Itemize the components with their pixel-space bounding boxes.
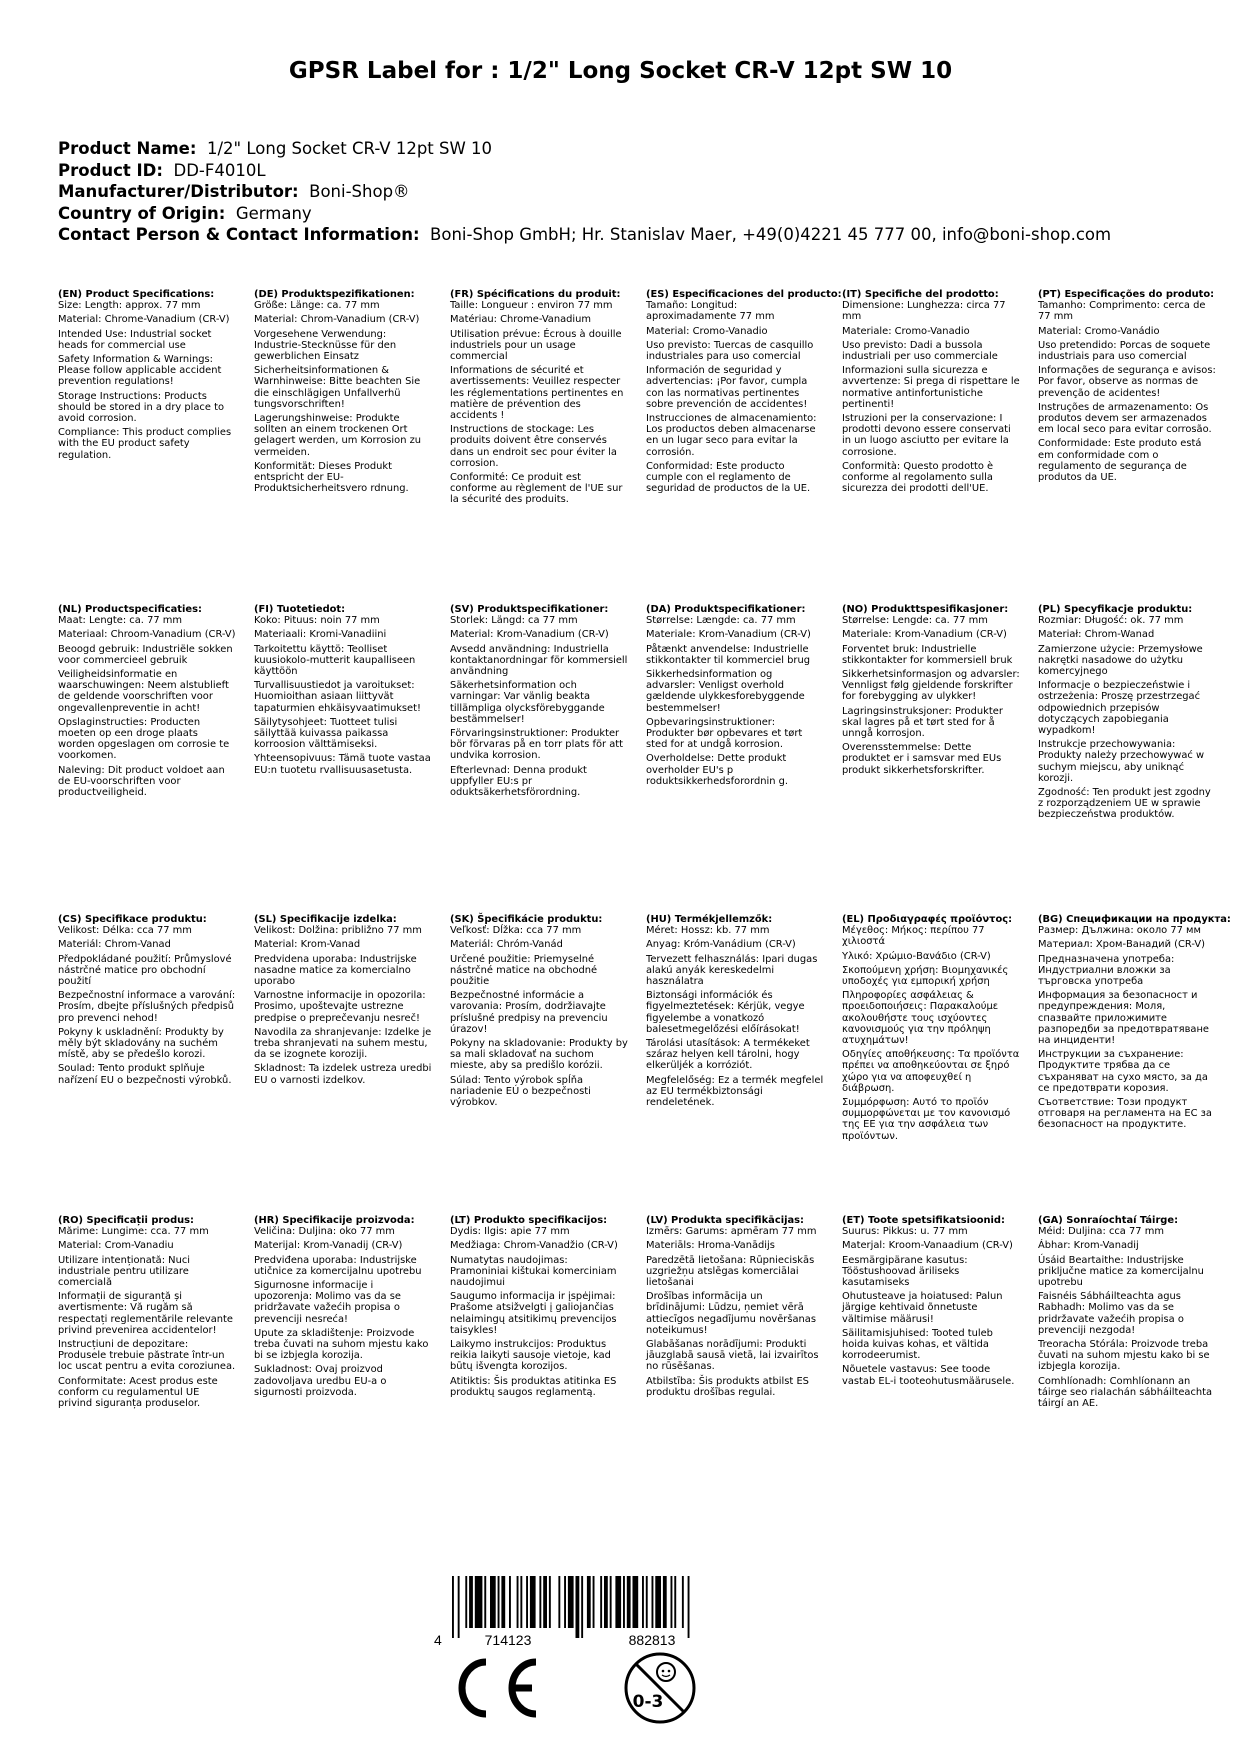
spec-line: Größe: Länge: ca. 77 mm (254, 300, 380, 312)
spec-line: Suurus: Pikkus: u. 77 mm (842, 1226, 968, 1238)
spec-heading: (ET) Toote spetsifikatsioonid: (842, 1215, 1005, 1226)
spec-line: Påtænkt anvendelse: Industrielle stikkontakter til kommerciel brug (646, 643, 810, 666)
product-name-label: Product Name: (58, 139, 197, 158)
spec-block (254, 914, 432, 1089)
barcode-bar (564, 1576, 566, 1628)
spec-heading: (HU) Termékjellemzők: (646, 914, 773, 925)
contact-label: Contact Person & Contact Information: (58, 225, 420, 244)
barcode-bar (458, 1576, 460, 1638)
spec-line: Säkerhetsinformation och varningar: Var vänlig beakta tillämpliga olycksförebyggande bestämmelser! (450, 680, 605, 725)
spec-line: Skladnost: Ta izdelek ustreza uredbi EU o varnosti izdelkov. (254, 1063, 432, 1086)
spec-line: Informations de sécurité et avertissements: Veuillez respecter les réglementations pertinentes en matière de prévention des accidents ! (450, 365, 624, 422)
spec-line: Materiale: Cromo-Vanadio (842, 325, 970, 337)
barcode-bar (526, 1576, 528, 1628)
spec-line: Conformità: Questo prodotto è conforme al regolamento sulla sicurezza dei prodotti dell'UE. (842, 460, 994, 495)
spec-line: Sikkerhedsinformation og advarsler: Venligst overhold gældende ulykkesforebyggende bestemmelser! (646, 669, 805, 714)
spec-line: Biztonsági információk és figyelmeztetések: Kérjük, vegye figyelembe a vonatkozó balesetmegelőzési előírásokat! (646, 990, 805, 1035)
spec-line: Informacje o bezpieczeństwie i ostrzeżenia: Proszę przestrzegać odpowiednich przepisów dotyczących zapobiegania wypadkom! (1038, 680, 1201, 737)
spec-line: Maat: Lengte: ca. 77 mm (58, 615, 183, 627)
product-id: DD-F4010L (173, 160, 266, 180)
spec-line: Navodila za shranjevanje: Izdelke je treba shranjevati na suhem mestu, da se izognete koroziji. (254, 1026, 432, 1061)
spec-line: Material: Chrom-Vanadium (CR-V) (254, 314, 420, 326)
barcode-bar (627, 1576, 631, 1628)
age-0-3-warning-icon (626, 1654, 694, 1722)
spec-line: Eesmärgipärane kasutus: Tööstushoovad äriliseks kasutamiseks (842, 1254, 968, 1289)
spec-heading: (BG) Спецификации на продукта: (1038, 914, 1231, 925)
spec-line: Sikkerhetsinformasjon og advarsler: Vennligst følg gjeldende forskrifter for forebygging av ulykker! (842, 669, 1020, 703)
spec-line: Πληροφορίες ασφάλειας & προειδοποιήσεις: Παρακαλούμε ακολουθήστε τους ισχύοντες κανονισμούς για την πρόληψη ατυχημάτων! (842, 990, 999, 1047)
spec-line: Ábhar: Krom-Vanadij (1038, 1240, 1139, 1252)
spec-line: Predvidena uporaba: Industrijske nasadne matice za komercialno uporabo (254, 953, 417, 988)
spec-line: Safety Information & Warnings: Please follow applicable accident prevention regulations! (58, 354, 222, 388)
spec-line: Izmērs: Garums: apmēram 77 mm (646, 1226, 817, 1238)
spec-heading: (DA) Produktspecifikationer: (646, 604, 806, 615)
spec-block (450, 289, 628, 509)
spec-line: Tárolási utasítások: A termékeket száraz helyen kell tárolni, hogy elkerüljék a korróziót. (646, 1038, 810, 1072)
barcode-first-digit: 4 (434, 1632, 442, 1648)
spec-block (450, 604, 628, 801)
spec-line: Atitiktis: Šis produktas atitinka ES produktų saugos reglamentą. (450, 1375, 617, 1398)
spec-heading: (FI) Tuotetiedot: (254, 604, 346, 615)
barcode-bar (558, 1576, 560, 1628)
spec-line: Συμμόρφωση: Αυτό το προϊόν συμμορφώνεται με τον κανονισμό της ΕΕ για την ασφάλεια των προϊόντων. (842, 1097, 1011, 1142)
barcode-bar (623, 1576, 625, 1628)
barcode-bar (549, 1576, 551, 1628)
spec-line: Nõuetele vastavus: See toode vastab EL-i tooteohutusmäärusele. (842, 1364, 1015, 1387)
spec-line: Anyag: Króm-Vanádium (CR-V) (646, 939, 796, 951)
spec-line: Předpokládané použití: Průmyslové nástrčné matice pro obchodní použití (58, 953, 232, 988)
spec-block (1038, 1215, 1216, 1412)
spec-block (450, 914, 628, 1111)
barcode-bar (652, 1576, 654, 1628)
spec-line: Intended Use: Industrial socket heads for commercial use (58, 328, 212, 351)
spec-line: Efterlevnad: Denna produkt uppfyller EU:s pr oduktsäkerhetsförordning. (450, 764, 587, 799)
spec-line: Utilisation prévue: Écrous à douille industriels pour un usage commercial (450, 328, 622, 363)
spec-line: Materijal: Krom-Vanadij (CR-V) (254, 1240, 403, 1252)
spec-line: Saugumo informacija ir įspėjimai: Prašome atsižvelgti į galiojančias nelaimingų atsitikimų prevencijos taisykles! (450, 1291, 617, 1336)
spec-line: Materjal: Kroom-Vanaadium (CR-V) (842, 1240, 1013, 1252)
spec-line: Υλικό: Χρώμιο-Βανάδιο (CR-V) (842, 950, 991, 962)
spec-line: Dimensione: Lunghezza: circa 77 mm (842, 300, 1006, 323)
spec-line: Yhteensopivuus: Tämä tuote vastaa EU:n tuotetu rvallisuusasetusta. (254, 753, 431, 776)
spec-line: Μέγεθος: Μήκος: περίπου 77 χιλιοστά (842, 925, 985, 948)
barcode-bar (543, 1576, 547, 1628)
certification-icons (448, 1650, 708, 1730)
spec-heading: (LV) Produkta specifikācijas: (646, 1215, 804, 1226)
spec-block (58, 289, 236, 464)
manufacturer-label: Manufacturer/Distributor: (58, 182, 299, 201)
spec-line: Dydis: Ilgis: apie 77 mm (450, 1226, 570, 1238)
spec-line: Pokyny na skladovanie: Produkty by sa mali skladovať na suchom mieste, aby sa predišlo korózii. (450, 1038, 628, 1072)
spec-line: Faisnéis Sábháilteachta agus Rabhadh: Molimo vas da se pridržavate važećih propisa o prevenciji nezgoda! (1038, 1291, 1184, 1336)
spec-line: Materiál: Chrom-Vanad (58, 939, 171, 951)
spec-line: Conformité: Ce produit est conforme au règlement de l'UE sur la sécurité des produits. (450, 472, 623, 506)
spec-line: Størrelse: Længde: ca. 77 mm (646, 615, 796, 627)
spec-line: Overensstemmelse: Dette produktet er i samsvar med EUs produkt sikkerhetsforskrifter. (842, 742, 1002, 776)
spec-block (254, 604, 432, 779)
spec-block (646, 604, 824, 790)
spec-line: Tervezett felhasználás: Ipari dugas alakú anyák kereskedelmi használatra (646, 953, 818, 988)
barcode-bar (568, 1576, 574, 1628)
spec-line: Naleving: Dit product voldoet aan de EU-voorschriften voor productveiligheid. (58, 764, 225, 799)
spec-line: Størrelse: Lengde: ca. 77 mm (842, 615, 988, 627)
barcode-bar (539, 1576, 541, 1628)
origin-row (58, 203, 1111, 225)
spec-line: Bezpečnostní informace a varování: Prosím, dbejte příslušných předpisů pro prevenci nehod! (58, 990, 236, 1024)
spec-line: Instruções de armazenamento: Os produtos devem ser armazenados em local seco para evitar corrosão. (1038, 401, 1212, 436)
spec-line: Opbevaringsinstruktioner: Produkter bør opbevares et tørt sted for at undgå korrosion. (646, 716, 803, 751)
spec-line: Materiale: Krom-Vanadium (CR-V) (842, 629, 1007, 641)
spec-line: Size: Length: approx. 77 mm (58, 300, 201, 312)
barcode-bar (633, 1576, 639, 1628)
barcode-bar (465, 1576, 467, 1628)
spec-line: Drošības informācija un brīdinājumi: Lūdzu, ņemiet vērā attiecīgos negadījumu novēršanas noteikumus! (646, 1291, 816, 1336)
contact: Boni-Shop GmbH; Hr. Stanislav Maer, +49(0)4221 45 777 00, info@boni-shop.com (430, 225, 1112, 244)
spec-line: Súlad: Tento výrobok spĺňa nariadenie EÚ o bezpečnosti výrobkov. (450, 1074, 591, 1109)
spec-block (842, 914, 1020, 1145)
spec-block (646, 289, 842, 497)
spec-line: Soulad: Tento produkt splňuje nařízení EU o bezpečnosti výrobků. (58, 1063, 232, 1086)
manufacturer-row (58, 181, 1111, 203)
spec-line: Rozmiar: Długość: ok. 77 mm (1038, 615, 1184, 627)
spec-line: Forventet bruk: Industrielle stikkontakter for kommersiell bruk (842, 643, 1013, 666)
spec-heading: (NL) Productspecificaties: (58, 604, 202, 615)
spec-line: Material: Chrome-Vanadium (CR-V) (58, 314, 230, 326)
spec-line: Sicherheitsinformationen & Warnhinweise: Bitte beachten Sie die einschlägigen Unfallverhü tungsvorschriften! (254, 365, 421, 410)
spec-line: Turvallisuustiedot ja varoitukset: Huomioithan asiaan liittyvät tapaturmien ehkäisyvaatimukset! (254, 680, 421, 714)
spec-heading: (IT) Specifiche del prodotto: (842, 289, 999, 300)
spec-line: Materiaali: Kromi-Vanadiini (254, 629, 387, 641)
spec-line: Atbilstība: Šis produkts atbilst ES produktu drošības regulai. (646, 1375, 809, 1398)
spec-line: Pokyny k uskladnění: Produkty by měly být skladovány na suchém místě, aby se předešlo korozi. (58, 1026, 224, 1061)
spec-line: Conformidade: Este produto está em conformidade com o regulamento de segurança de produtos da UE. (1038, 438, 1202, 484)
spec-line: Materiale: Krom-Vanadium (CR-V) (646, 629, 811, 641)
spec-line: Lagringsinstruksjoner: Produkter skal lagres på et tørt sted for å unngå korrosjon. (842, 705, 1003, 740)
spec-line: Velikost: Dolžina: približno 77 mm (254, 925, 422, 937)
spec-heading: (EN) Product Specifications: (58, 289, 215, 300)
spec-line: Predviđena uporaba: Industrijske utičnice za komercijalnu upotrebu (254, 1254, 422, 1277)
spec-heading: (RO) Specificații produs: (58, 1215, 194, 1226)
barcode-bar (509, 1576, 511, 1628)
spec-line: Koko: Pituus: noin 77 mm (254, 615, 380, 627)
barcode-bar (682, 1576, 684, 1628)
product-id-label: Product ID: (58, 160, 163, 180)
product-info (58, 138, 1111, 246)
barcode-bar (475, 1576, 483, 1628)
spec-line: Materiál: Chróm-Vanád (450, 939, 563, 951)
spec-line: Tarkoitettu käyttö: Teolliset kuusiokolo-mutterit kaupalliseen käyttöön (254, 643, 416, 678)
barcode-bar (610, 1576, 612, 1628)
spec-line: Numatytas naudojimas: Pramoniniai kištukai komerciniam naudojimui (450, 1254, 617, 1289)
spec-line: Zgodność: Ten produkt jest zgodny z rozporządzeniem UE w sprawie bezpieczeństwa produktów. (1038, 787, 1211, 821)
spec-heading: (LT) Produkto specifikacijos: (450, 1215, 608, 1226)
spec-line: Istruzioni per la conservazione: I prodotti devono essere conservati in un luogo asciutto per evitare la corrosione. (842, 413, 1011, 458)
spec-block (254, 1215, 432, 1401)
spec-line: Размер: Дължина: около 77 мм (1038, 925, 1201, 937)
spec-line: Instrukcje przechowywania: Produkty należy przechowywać w suchym miejscu, aby uniknąć korozji. (1038, 739, 1205, 784)
barcode-bar (517, 1576, 519, 1628)
spec-line: Konformität: Dieses Produkt entspricht der EU-Produktsicherheitsvero rdnung. (254, 460, 409, 495)
spec-line: Material: Cromo-Vanadio (646, 325, 768, 337)
spec-block (450, 1215, 628, 1401)
manufacturer: Boni-Shop® (309, 182, 410, 201)
spec-line: Glabāšanas norādījumi: Produkti jāuzglabā sausā vietā, lai izvairītos no rūsēšanas. (646, 1339, 819, 1373)
spec-line: Zamierzone użycie: Przemysłowe nakrętki nasadowe do użytku komercyjnego (1038, 643, 1203, 678)
barcode-group-1: 714123 (484, 1632, 532, 1648)
spec-line: Megfelelőség: Ez a termék megfelel az EU termékbiztonsági rendeletének. (646, 1074, 824, 1109)
spec-line: Beoogd gebruik: Industriële sokken voor commercieel gebruik (58, 643, 233, 666)
spec-line: Sigurnosne informacije i upozorenja: Molimo vas da se pridržavate važećih propisa o prevenciji nesreća! (254, 1280, 401, 1325)
spec-block (842, 604, 1020, 779)
barcode-bar (501, 1576, 505, 1628)
spec-line: Material: Crom-Vanadiu (58, 1240, 174, 1252)
barcode-bar (600, 1576, 602, 1628)
spec-line: Vorgesehene Verwendung: Industrie-Stecknüsse für den gewerblichen Einsatz (254, 328, 397, 363)
spec-line: Informações de segurança e avisos: Por favor, observe as normas de prevenção de acidentes! (1038, 365, 1216, 399)
spec-heading: (PL) Specyfikacje produktu: (1038, 604, 1193, 615)
spec-block (842, 289, 1020, 497)
spec-line: Uso previsto: Dadi a bussola industriali per uso commerciale (842, 339, 998, 363)
spec-line: Lagerungshinweise: Produkte sollten an einem trockenen Ort gelagert werden, um Korrosion zu vermeiden. (254, 413, 422, 458)
spec-line: Storage Instructions: Products should be stored in a dry place to avoid corrosion. (58, 390, 224, 425)
spec-line: Material: Krom-Vanadium (CR-V) (450, 629, 609, 641)
spec-line: Material: Krom-Vanad (254, 939, 361, 951)
spec-line: Varnostne informacije in opozorila: Prosimo, upoštevajte ustrezne predpise o preprečevanju nesreč! (254, 990, 426, 1024)
spec-line: Förvaringsinstruktioner: Produkter bör förvaras på en torr plats för att undvika korrosion. (450, 728, 624, 762)
spec-line: Sukladnost: Ovaj proizvod zadovoljava uredbu EU-a o sigurnosti proizvoda. (254, 1364, 387, 1398)
spec-line: Инструкции за съхранение: Продуктите трябва да се съхраняват на сухо място, за да се предотврати корозия. (1038, 1049, 1208, 1094)
barcode-bar (530, 1576, 536, 1628)
spec-line: Instrucciones de almacenamiento: Los productos deben almacenarse en un lugar seco para evitar la corrosión. (646, 413, 817, 458)
spec-heading: (PT) Especificações do produto: (1038, 289, 1215, 300)
age-label: 0-3 (632, 1692, 664, 1712)
barcode-bar (671, 1576, 673, 1628)
barcode-bar (490, 1576, 496, 1628)
spec-heading: (EL) Προδιαγραφές προϊόντος: (842, 914, 1013, 925)
contact-row (58, 224, 1111, 246)
spec-line: Compliance: This product complies with the EU product safety regulation. (58, 427, 232, 461)
spec-block (646, 1215, 824, 1401)
spec-line: Materiāls: Hroma-Vanādijs (646, 1240, 775, 1252)
spec-block (1038, 604, 1216, 824)
spec-line: Σκοπούμενη χρήση: Βιομηχανικές υποδοχές για εμπορική χρήση (842, 964, 1009, 988)
spec-line: Informații de siguranță și avertismente: Vă rugăm să respectați reglementările relevante privind prevenirea accidentelor! (58, 1291, 233, 1336)
spec-line: Conformidad: Este producto cumple con el reglamento de seguridad de productos de la UE. (646, 460, 811, 495)
spec-line: Съответствие: Този продукт отговаря на регламента на ЕС за безопасност на продуктите. (1038, 1097, 1212, 1131)
spec-line: Méret: Hossz: kb. 77 mm (646, 925, 770, 937)
spec-line: Информация за безопасност и предупреждения: Моля, спазвайте приложимите разпоредби за предотвратяване на инциденти! (1038, 990, 1209, 1047)
spec-line: Veličina: Duljina: oko 77 mm (254, 1226, 395, 1238)
barcode-bar (593, 1576, 595, 1628)
spec-line: Säilytysohjeet: Tuotteet tulisi säilyttää kuivassa paikassa korroosion välttämiseksi. (254, 716, 398, 751)
spec-heading: (GA) Sonraíochtaí Táirge: (1038, 1215, 1179, 1226)
spec-line: Paredzētā lietošana: Rūpnieciskās uzgriežņu atslēgas komerciālai lietošanai (646, 1254, 815, 1289)
spec-line: Uso previsto: Tuercas de casquillo industriales para uso comercial (646, 339, 814, 363)
spec-heading: (FR) Spécifications du produit: (450, 289, 621, 300)
origin-label: Country of Origin: (58, 203, 226, 223)
spec-line: Conformitate: Acest produs este conform cu regulamentul UE privind siguranța produselor. (58, 1375, 218, 1410)
spec-heading: (DE) Produktspezifikationen: (254, 289, 415, 300)
product-name: 1/2" Long Socket CR-V 12pt SW 10 (206, 139, 493, 158)
spec-line: Veľkosť: Dĺžka: cca 77 mm (450, 925, 582, 937)
barcode-group-2: 882813 (628, 1632, 676, 1648)
barcode-bar (581, 1576, 583, 1638)
spec-heading: (HR) Specifikacije proizvoda: (254, 1215, 415, 1226)
spec-block (1038, 289, 1216, 486)
page-title: GPSR Label for : 1/2" Long Socket CR-V 12pt SW 10 (288, 58, 953, 84)
spec-block (58, 1215, 236, 1412)
product-name-row (58, 138, 1111, 160)
spec-line: Comhlíonadh: Comhlíonann an táirge seo rialachán sábháilteachta táirgí an AE. (1038, 1375, 1213, 1410)
product-id-row (58, 160, 1111, 182)
spec-line: Upute za skladištenje: Proizvode treba čuvati na suhom mjestu kako bi se izbjegla korozija. (254, 1327, 429, 1362)
spec-line: Material: Cromo-Vanádio (1038, 325, 1160, 337)
barcode-bar (604, 1576, 608, 1628)
spec-line: Материал: Хром-Ванадий (CR-V) (1038, 939, 1205, 951)
barcode-bar (674, 1576, 676, 1628)
spec-line: Οδηγίες αποθήκευσης: Τα προϊόντα πρέπει να αποθηκεύονται σε ξηρό χώρο για να αποφευχθεί η διάβρωση. (842, 1049, 1020, 1094)
spec-line: Materiał: Chrom-Wanad (1038, 629, 1155, 641)
spec-line: Informazioni sulla sicurezza e avvertenze: Si prega di rispettare le normative antinfortunistiche pertinenti! (842, 365, 1020, 410)
spec-line: Mărime: Lungime: cca. 77 mm (58, 1226, 209, 1238)
spec-line: Medžiaga: Chrom-Vanadžio (CR-V) (450, 1240, 618, 1252)
spec-block (1038, 914, 1231, 1134)
barcode-bar (452, 1576, 454, 1638)
spec-heading: (SK) Špecifikácie produktu: (450, 914, 603, 925)
origin: Germany (235, 203, 312, 223)
spec-line: Tamanho: Comprimento: cerca de 77 mm (1038, 300, 1206, 323)
barcode-bar (688, 1576, 690, 1638)
barcode-bar (469, 1576, 473, 1628)
spec-line: Ohutusteave ja hoiatused: Palun järgige kehtivaid õnnetuste vältimise määrusi! (842, 1291, 1003, 1325)
spec-block (58, 914, 236, 1089)
spec-line: Uso pretendido: Porcas de soquete industriais para uso comercial (1038, 339, 1211, 363)
spec-heading: (NO) Produkttspesifikasjoner: (842, 604, 1009, 615)
spec-line: Materiaal: Chroom-Vanadium (CR-V) (58, 629, 236, 641)
spec-line: Taille: Longueur : environ 77 mm (450, 300, 613, 312)
spec-line: Úsáid Beartaithe: Industrijske priključne matice za komercijalnu upotrebu (1038, 1254, 1204, 1289)
spec-heading: (CS) Specifikace produktu: (58, 914, 207, 925)
spec-line: Предназначена употреба: Индустриални вложки за търговска употреба (1038, 953, 1175, 988)
spec-line: Matériau: Chrome-Vanadium (450, 314, 592, 326)
barcode-bar (663, 1576, 667, 1628)
spec-heading: (ES) Especificaciones del producto: (646, 289, 842, 300)
barcode-bar (576, 1576, 580, 1638)
spec-line: Overholdelse: Dette produkt overholder EU's p roduktsikkerhedsforordnin g. (646, 753, 789, 787)
barcode-bar (646, 1576, 648, 1628)
spec-line: Säilitamisjuhised: Tooted tuleb hoida kuivas kohas, et vältida korrodeerumist. (842, 1327, 993, 1362)
spec-line: Instructions de stockage: Les produits doivent être conservés dans un endroit sec pour éviter la corrosion. (450, 424, 617, 469)
spec-line: Tamaño: Longitud: aproximadamente 77 mm (646, 300, 775, 323)
barcode-bar (484, 1576, 486, 1628)
ean-barcode (430, 1576, 750, 1648)
spec-line: Storlek: Längd: ca 77 mm (450, 615, 578, 627)
spec-line: Určené použitie: Priemyselné nástrčné matice na obchodné použitie (450, 953, 598, 988)
spec-heading: (SL) Specifikacije izdelka: (254, 914, 397, 925)
spec-line: Avsedd användning: Industriella kontaktanordningar för kommersiell användning (450, 643, 628, 678)
spec-line: Utilizare intenționată: Nuci industriale pentru utilizare comercială (58, 1254, 191, 1289)
spec-line: Méid: Duljina: cca 77 mm (1038, 1226, 1164, 1238)
barcode-bar (498, 1576, 500, 1628)
spec-line: Información de seguridad y advertencias: ¡Por favor, cumpla con las normativas pertinentes sobre prevención de accidentes! (646, 365, 808, 410)
barcode-bar (615, 1576, 621, 1628)
barcode-bar (642, 1576, 644, 1628)
spec-line: Treoracha Stórála: Proizvode treba čuvati na suhom mjestu kako bi se izbjegla korozija. (1038, 1339, 1210, 1373)
barcode-bar (520, 1576, 522, 1628)
barcode-bar (655, 1576, 661, 1628)
barcode-bar (587, 1576, 591, 1628)
ce-mark-icon (462, 1662, 536, 1714)
spec-block (58, 604, 236, 801)
spec-block (646, 914, 824, 1111)
spec-line: Laikymo instrukcijos: Produktus reikia laikyti sausoje vietoje, kad būtų išvengta korozijos. (450, 1339, 611, 1373)
spec-block (254, 289, 432, 497)
spec-line: Velikost: Délka: cca 77 mm (58, 925, 192, 937)
spec-line: Veiligheidsinformatie en waarschuwingen: Neem alstublieft de geldende voorschriften voor ongevallenpreventie in acht! (58, 669, 229, 714)
spec-line: Instrucțiuni de depozitare: Produsele trebuie păstrate într-un loc uscat pentru a evita coroziunea. (58, 1339, 236, 1373)
spec-line: Bezpečnostné informácie a varovania: Prosím, dodržiavajte príslušné predpisy na prevenciu úrazov! (450, 990, 608, 1035)
spec-line: Opslaginstructies: Producten moeten op een droge plaats worden opgeslagen om corrosie te voorkomen. (58, 716, 230, 762)
spec-block (842, 1215, 1020, 1390)
spec-heading: (SV) Produktspecifikationer: (450, 604, 609, 615)
